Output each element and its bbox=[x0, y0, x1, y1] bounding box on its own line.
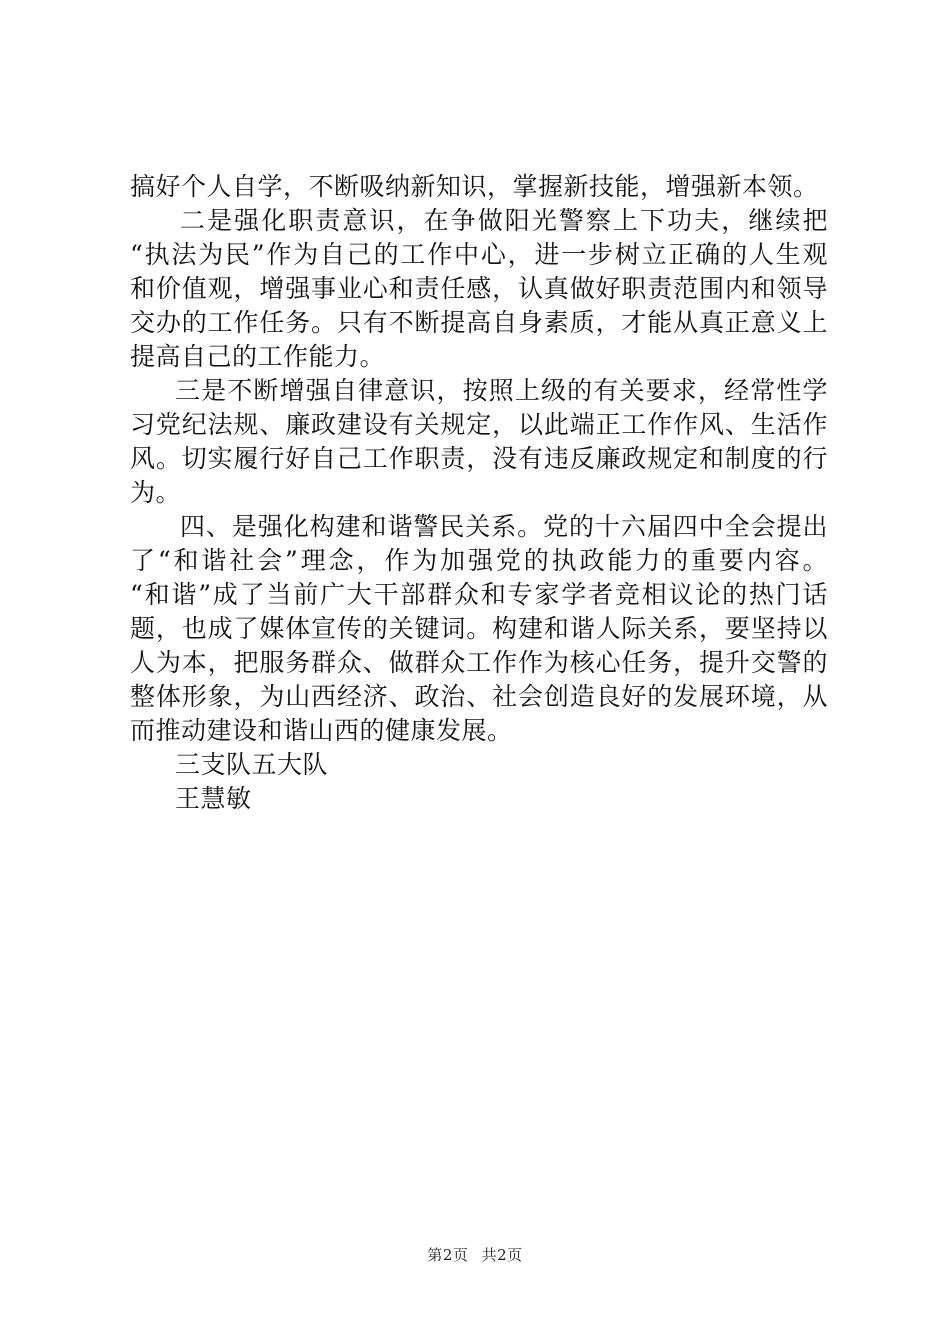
signature-name: 王慧敏 bbox=[175, 784, 252, 813]
paragraph-line: 为。 bbox=[130, 478, 182, 507]
paragraph-line: 搞好个人自学，不断吸纳新知识，掌握新技能，增强新本领。 bbox=[130, 172, 819, 201]
page-number-current: 第2页 bbox=[427, 1246, 469, 1264]
paragraph-line: 整体形象，为山西经济、政治、社会创造良好的发展环境，从 bbox=[130, 682, 828, 711]
paragraph-line: 了“和谐社会”理念，作为加强党的执政能力的重要内容。 bbox=[130, 546, 828, 575]
paragraph-line: 习党纪法规、廉政建设有关规定，以此端正工作作风、生活作 bbox=[130, 410, 828, 439]
document-body bbox=[130, 170, 828, 816]
paragraph-line: 人为本，把服务群众、做群众工作作为核心任务，提升交警的 bbox=[130, 648, 828, 677]
paragraph-line: 提高自己的工作能力。 bbox=[130, 342, 386, 371]
paragraph-line: 题，也成了媒体宣传的关键词。构建和谐人际关系，要坚持以 bbox=[130, 614, 828, 643]
paragraph-line: “和谐”成了当前广大干部群众和专家学者竞相议论的热门话 bbox=[130, 580, 828, 609]
paragraph-line: 风。切实履行好自己工作职责，没有违反廉政规定和制度的行 bbox=[130, 444, 828, 473]
paragraph-line: 四、是强化构建和谐警民关系。党的十六届四中全会提出 bbox=[180, 512, 828, 541]
paragraph-line: “执法为民”作为自己的工作中心，进一步树立正确的人生观 bbox=[130, 240, 828, 269]
paragraph-line: 而推动建设和谐山西的健康发展。 bbox=[130, 716, 513, 745]
signature-unit: 三支队五大队 bbox=[175, 750, 329, 779]
paragraph-line: 二是强化职责意识，在争做阳光警察上下功夫，继续把 bbox=[180, 206, 828, 235]
page-footer bbox=[0, 1244, 950, 1265]
page-number-total: 共2页 bbox=[481, 1246, 523, 1264]
paragraph-line: 三是不断增强自律意识，按照上级的有关要求，经常性学 bbox=[175, 376, 828, 405]
paragraph-line: 交办的工作任务。只有不断提高自身素质，才能从真正意义上 bbox=[130, 308, 828, 337]
paragraph-line: 和价值观，增强事业心和责任感，认真做好职责范围内和领导 bbox=[130, 274, 828, 303]
